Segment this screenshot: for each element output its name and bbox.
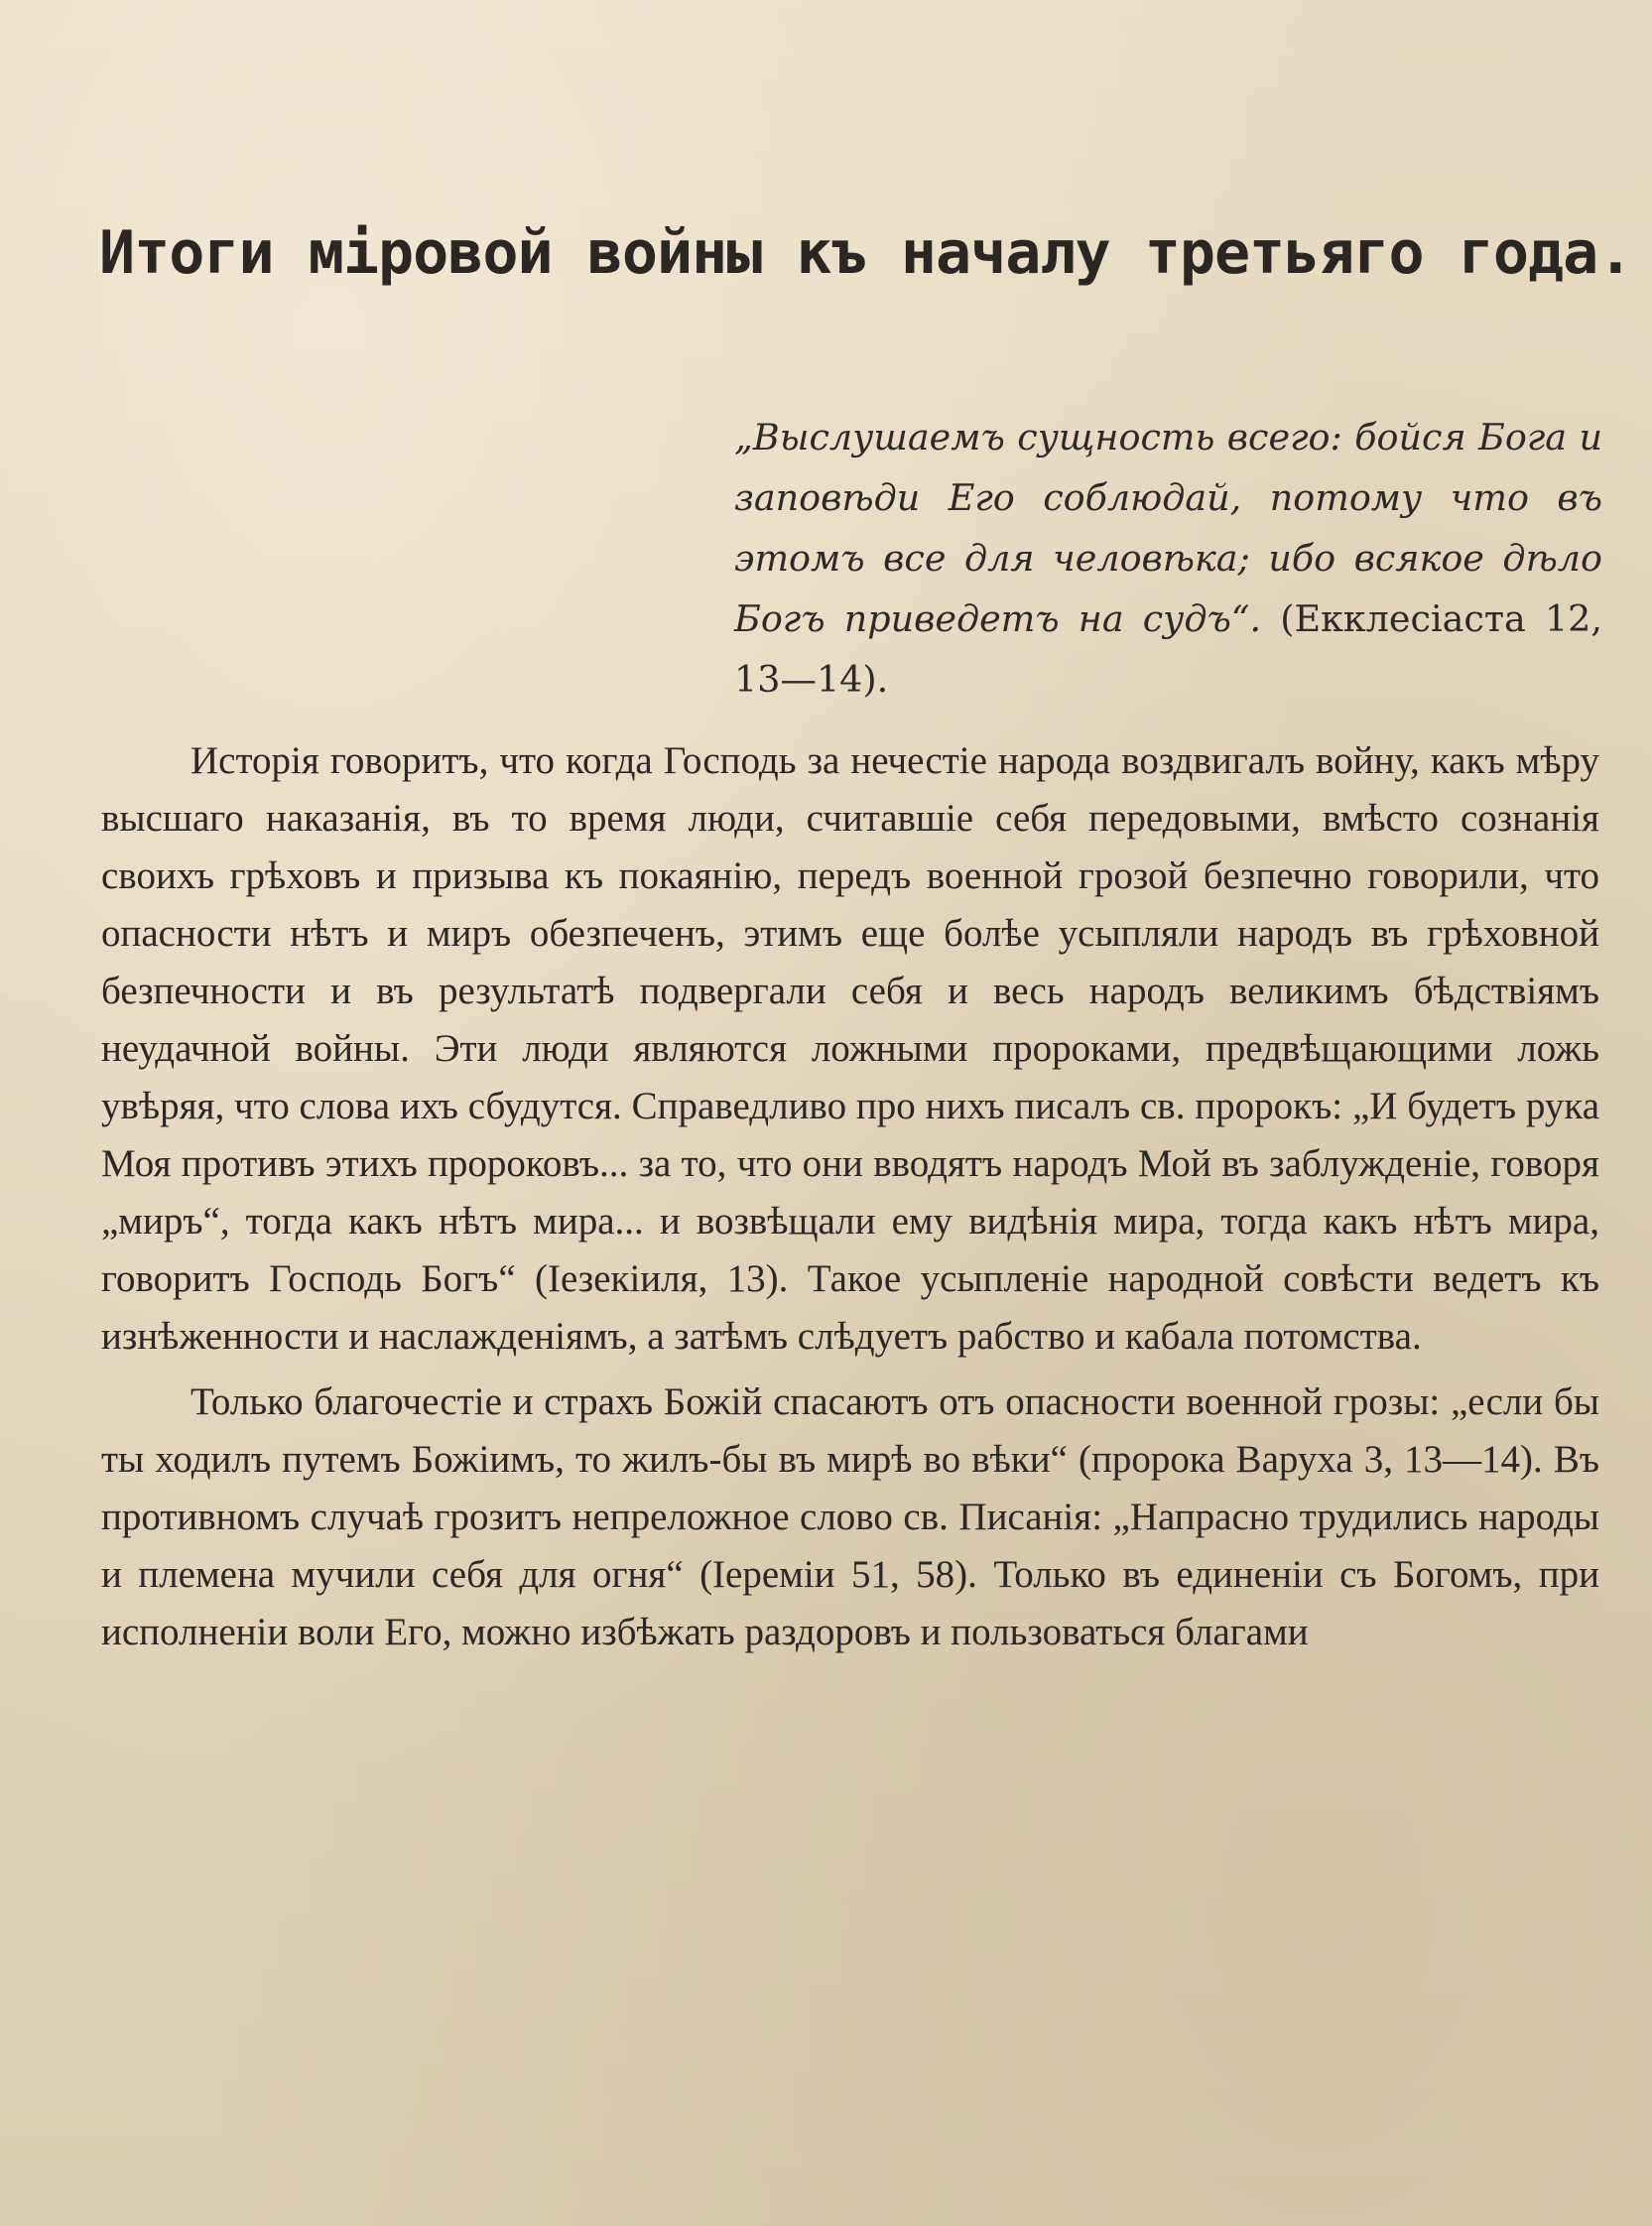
article-body [101,732,1599,1661]
article-title: Итоги міровой войны къ началу третьяго года. [99,218,1633,288]
body-paragraph: Исторія говоритъ, что когда Господь за нечестіе народа воздвигалъ войну, какъ мѣру высшаго наказанія, въ то время люди, считавшіе себя передовыми, вмѣсто сознанія своихъ грѣховъ и призыва къ покаянію, передъ военной грозой безпечно говорили, что опасности нѣтъ и миръ обезпеченъ, этимъ еще болѣе усыпляли народъ въ грѣховной безпечности и въ результатѣ подвергали себя и весь народъ великимъ бѣдствіямъ неудачной войны. Эти люди являются ложными пророками, предвѣщающими ложь увѣряя, что слова ихъ сбудутся. Справедливо про нихъ писалъ св. пророкъ: „И будетъ рука Моя противъ этихъ пророковъ... за то, что они вводятъ народъ Мой въ заблужденіе, говоря „миръ“, тогда какъ нѣтъ мира... и возвѣщали ему видѣнія мира, тогда какъ нѣтъ мира, говоритъ Господь Богъ“ (Іезекіиля, 13). Такое усыпленіе народной совѣсти ведетъ къ изнѣженности и наслажденіямъ, а затѣмъ слѣдуетъ рабство и кабала потомства. [101,739,1599,1358]
body-paragraph: Только благочестіе и страхъ Божій спасаютъ отъ опасности военной грозы: „если бы ты ходилъ путемъ Божіимъ, то жилъ-бы въ мирѣ во вѣки“ (пророка Варуха 3, 13—14). Въ противномъ случаѣ грозитъ непреложное слово св. Писанія: „Напрасно трудились народы и племена мучили себя для огня“ (Іереміи 51, 58). Только въ единеніи съ Богомъ, при исполненіи воли Его, можно избѣжать раздоровъ и пользоваться благами [101,1380,1599,1653]
epigraph-reference: (Екклесіаста 12, 13—14). [734,597,1603,701]
epigraph-quote: „Выслушаемъ сущность всего: бойся Бога и заповѣди Его соблюдай, потому что въ этомъ все для человѣка; ибо всякое дѣло Богъ приведетъ на судъ“. [734,416,1602,640]
epigraph [734,407,1602,710]
